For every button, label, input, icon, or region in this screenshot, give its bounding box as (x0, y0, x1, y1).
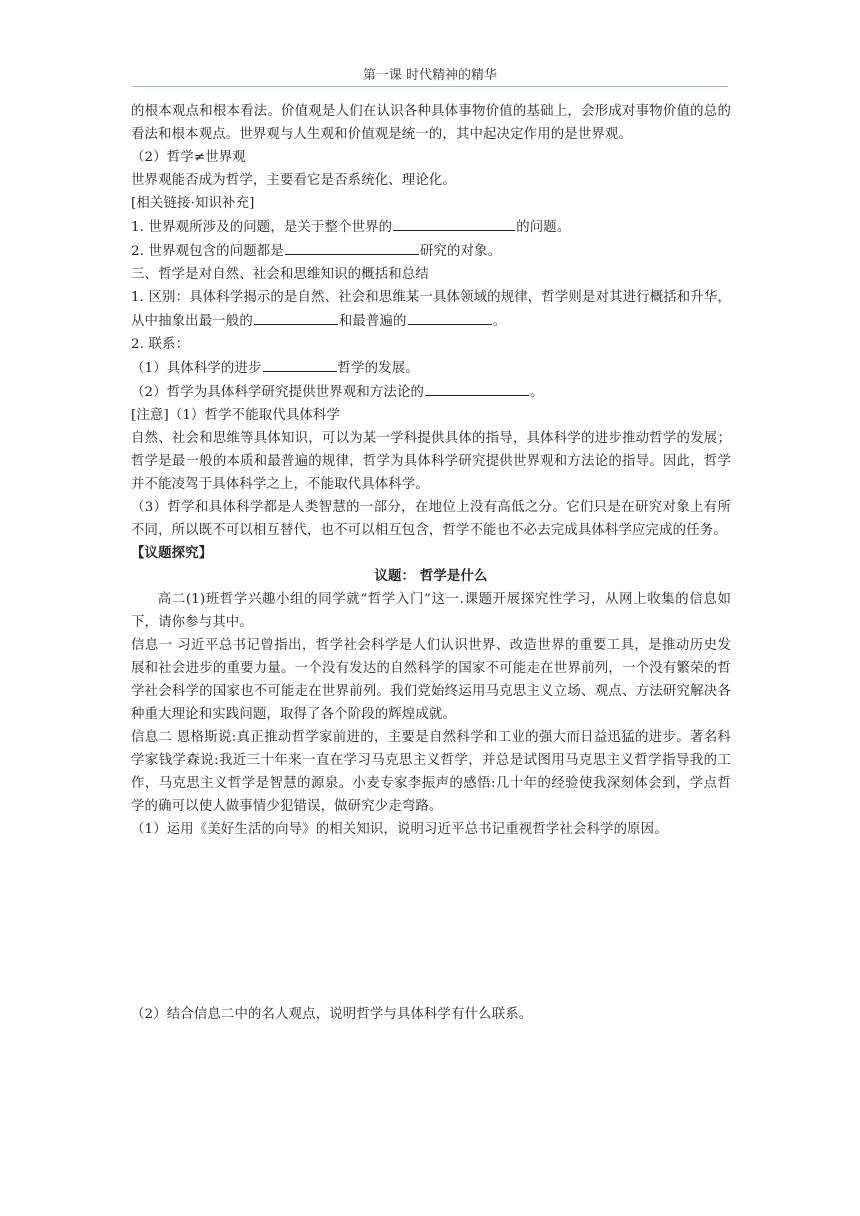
section3-item-1 (131, 286, 731, 333)
subsection-title: （2）哲学≠世界观 (131, 150, 246, 165)
fill-blank (285, 239, 419, 255)
text-fragment: 研究的对象。 (419, 244, 502, 259)
text-fragment: 和最普遍的 (338, 314, 407, 329)
text-fragment: 1. 世界观所涉及的问题，是关于整个世界的 (131, 220, 393, 235)
text-fragment: 。 (492, 314, 507, 329)
text-fragment: 1. 区别：具体科学揭示的是自然、社会和思维某一具体领域的规律，哲学则是对其进行概括和升华，从中抽象出最一般的 (131, 290, 731, 329)
note-title: [注意]（1）哲学不能取代具体科学 (131, 408, 340, 423)
related-link-item-1 (131, 215, 731, 239)
note-point-3: （3）哲学和具体科学都是人类智慧的一部分，在地位上没有高低之分。它们只是在研究对象上有所不同，所以既不可以相互替代，也不可以相互包含，哲学不能也不必去完成具体科学应完成的任务。 (131, 500, 731, 538)
text-fragment: 哲学的发展。 (337, 361, 419, 376)
section-title: 三、哲学是对自然、社会和思维知识的概括和总结 (131, 267, 429, 282)
page-header: 第一课 时代精神的精华 (362, 68, 498, 83)
header-rule (132, 86, 728, 87)
related-link-item-2 (131, 239, 731, 263)
fill-blank (408, 309, 492, 325)
question-1: （1）运用《美好生活的向导》的相关知识，说明习近平总书记重视哲学社会科学的原因。 (131, 822, 668, 837)
note-body: 自然、社会和思维等具体知识，可以为某一学科提供具体的指导，具体科学的进步推动哲学的发展；哲学是最一般的本质和最普遍的规律，哲学为具体科学研究提供世界观和方法论的指导。因此，哲学并不能凌驾于具体科学之上，不能取代具体科学。 (131, 431, 731, 492)
topic-intro: 高二(1)班哲学兴趣小组的同学就“哲学入门”这一.课题开展探究性学习，从网上收集的信息如下，请你参与其中。 (131, 592, 731, 630)
section3-item-2-2 (131, 380, 731, 404)
related-link-title: [相关链接·知识补充] (131, 196, 255, 211)
text-fragment: （1）具体科学的进步 (131, 361, 262, 376)
fill-blank (393, 215, 515, 231)
info-one: 信息一 习近平总书记曾指出，哲学社会科学是人们认识世界、改造世界的重要工具，是推动历史发展和社会进步的重要力量。一个没有发达的自然科学的国家不可能走在世界前列，一个没有繁荣的哲学社会科学的国家也不可能走在世界前列。我们党始终运用马克思主义立场、观点、方法研究解决各种重大理论和实践问题，取得了各个阶段的辉煌成就。 (131, 638, 731, 722)
answer-space (131, 841, 731, 1003)
topic-title: 议题： 哲学是什么 (374, 568, 488, 584)
fill-blank (254, 309, 338, 325)
info-two: 信息二 恩格斯说:真正推动哲学家前进的，主要是自然科学和工业的强大而日益迅猛的进步。著名科学家钱学森说:我近三十年来一直在学习马克思主义哲学，并总是试图用马克思主义哲学指导我的工作，马克思主义哲学是智慧的源泉。小麦专家李振声的感悟:几十年的经验使我深刻体会到，学点哲学的确可以使人做事情少犯错误，做研究少走弯路。 (131, 730, 731, 814)
subsection-body: 世界观能否成为哲学，主要看它是否系统化、理论化。 (131, 173, 456, 188)
text-fragment: 2. 世界观包含的问题都是 (131, 244, 284, 259)
inquiry-heading: 【议题探究】 (131, 545, 213, 561)
section3-item-2: 2. 联系： (131, 337, 190, 352)
fill-blank (263, 356, 337, 372)
fill-blank (425, 380, 529, 396)
text-fragment: （2）哲学为具体科学研究提供世界观和方法论的 (131, 385, 425, 400)
section3-item-2-1 (131, 356, 731, 380)
question-2: （2）结合信息二中的名人观点，说明哲学与具体科学有什么联系。 (131, 1007, 533, 1022)
intro-paragraph: 的根本观点和根本看法。价值观是人们在认识各种具体事物价值的基础上，会形成对事物价值的总的看法和根本观点。世界观与人生观和价值观是统一的，其中起决定作用的是世界观。 (131, 104, 731, 142)
document-body (131, 100, 731, 1026)
text-fragment: 的问题。 (516, 220, 571, 235)
text-fragment: 。 (530, 385, 544, 400)
